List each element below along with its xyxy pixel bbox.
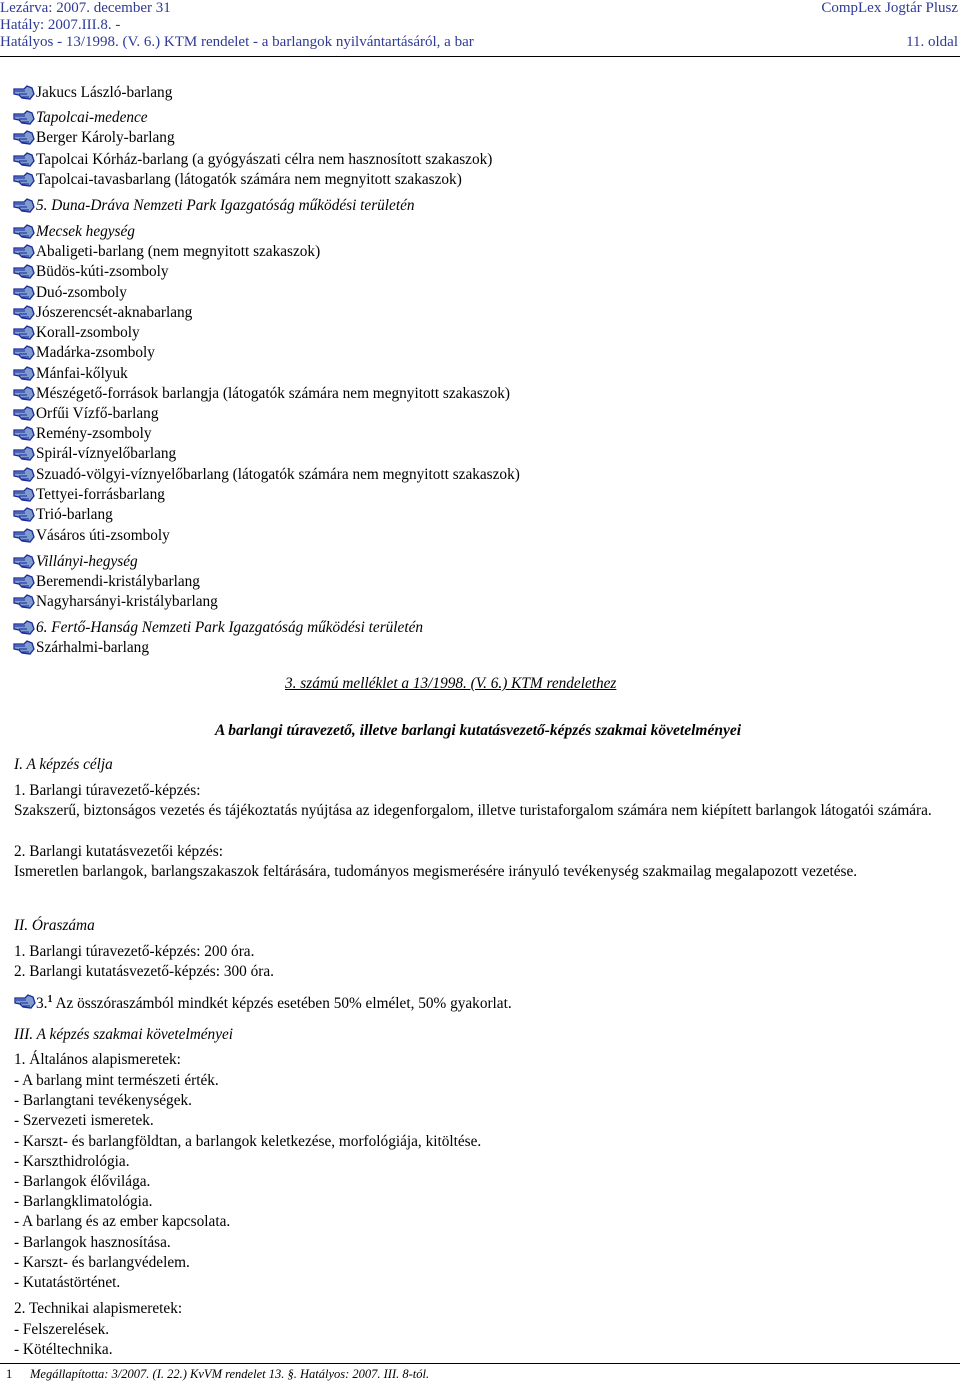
link-pointer-icon[interactable] bbox=[13, 620, 35, 636]
list-item: - Barlangtani tevékenységek. bbox=[14, 1092, 192, 1110]
section-3-heading: III. A képzés szakmai követelményei bbox=[14, 1026, 234, 1043]
cave-list-item: Trió-barlang bbox=[36, 506, 113, 523]
annex-reference[interactable]: 3. számú melléklet a 13/1998. (V. 6.) KTM rendelethez bbox=[285, 675, 617, 692]
list-item: - Barlangok élővilága. bbox=[14, 1173, 151, 1190]
header-document-title: Hatályos - 13/1998. (V. 6.) KTM rendelet - a barlangok nyilvántartásáról, a bar bbox=[0, 34, 474, 50]
cave-list-item: Vásáros úti-zsomboly bbox=[36, 527, 170, 544]
footer-rule bbox=[0, 1363, 960, 1364]
link-pointer-icon[interactable] bbox=[13, 345, 35, 361]
cave-list-item: Remény-zsomboly bbox=[36, 425, 152, 442]
link-pointer-icon[interactable] bbox=[13, 386, 35, 402]
header-rule bbox=[0, 56, 960, 57]
cave-list-item: Jószerencsét-aknabarlang bbox=[36, 304, 193, 321]
list-item: - A barlang mint természeti érték. bbox=[14, 1072, 219, 1089]
link-pointer-icon[interactable] bbox=[13, 224, 35, 240]
cave-list-item: Berger Károly-barlang bbox=[36, 129, 175, 146]
link-pointer-icon[interactable] bbox=[13, 487, 35, 503]
cave-list-item: Szárhalmi-barlang bbox=[36, 639, 149, 656]
link-pointer-icon[interactable] bbox=[13, 152, 35, 168]
cave-list-item: Madárka-zsomboly bbox=[36, 344, 155, 361]
link-pointer-icon[interactable] bbox=[13, 507, 35, 523]
section-2-heading: II. Óraszáma bbox=[14, 917, 95, 934]
cave-list-item: Mánfai-kőlyuk bbox=[36, 365, 128, 382]
cave-list-item: Korall-zsomboly bbox=[36, 324, 140, 341]
section-2-item-2: 2. Barlangi kutatásvezető-képzés: 300 óra. bbox=[14, 963, 274, 980]
cave-list-item: Spirál-víznyelőbarlang bbox=[36, 445, 177, 462]
link-pointer-icon[interactable] bbox=[13, 264, 35, 280]
cave-list-item: Büdös-kúti-zsomboly bbox=[36, 263, 169, 280]
cave-list-item: Tapolcai Kórház-barlang (a gyógyászati célra nem hasznosított szakaszok) bbox=[36, 151, 493, 168]
list-item: - Kutatástörténet. bbox=[14, 1274, 121, 1291]
list-item: - Karszthidrológia. bbox=[14, 1152, 130, 1170]
link-pointer-icon[interactable] bbox=[13, 85, 35, 101]
cave-list-item: Tettyei-forrásbarlang bbox=[36, 486, 165, 503]
header-page-number: 11. oldal bbox=[906, 34, 958, 50]
list-item: - Szervezeti ismeretek. bbox=[14, 1112, 154, 1130]
section-1-item-1-label: 1. Barlangi túravezető-képzés: bbox=[14, 782, 201, 799]
section-3-subheading-1: 1. Általános alapismeretek: bbox=[14, 1051, 181, 1068]
link-pointer-icon[interactable] bbox=[13, 198, 35, 214]
footnote-reference[interactable]: 1 bbox=[47, 994, 53, 1005]
link-pointer-icon[interactable] bbox=[13, 172, 35, 188]
link-pointer-icon[interactable] bbox=[13, 426, 35, 442]
link-pointer-icon[interactable] bbox=[13, 640, 35, 656]
link-pointer-icon[interactable] bbox=[13, 554, 35, 570]
link-pointer-icon[interactable] bbox=[14, 994, 36, 1010]
cave-list-item: 6. Fertő-Hanság Nemzeti Park Igazgatóság működési területén bbox=[36, 619, 424, 636]
cave-list-item: Tapolcai-tavasbarlang (látogatók számára nem megnyitott szakaszok) bbox=[36, 171, 462, 188]
footnote-number: 1 bbox=[6, 1367, 13, 1381]
annex-title: A barlangi túravezető, illetve barlangi kutatásvezető-képzés szakmai követelményei bbox=[214, 722, 742, 739]
link-pointer-icon[interactable] bbox=[13, 406, 35, 422]
link-pointer-icon[interactable] bbox=[13, 446, 35, 462]
list-item: - Karszt- és barlangföldtan, a barlangok keletkezése, morfológiája, kitöltése. bbox=[14, 1132, 482, 1150]
cave-list-item: Mecsek hegység bbox=[36, 223, 135, 240]
header-effective-from: Hatály: 2007.III.8. - bbox=[0, 17, 121, 33]
link-pointer-icon[interactable] bbox=[13, 244, 35, 260]
cave-list-item: Beremendi-kristálybarlang bbox=[36, 573, 200, 590]
link-pointer-icon[interactable] bbox=[13, 325, 35, 341]
link-pointer-icon[interactable] bbox=[13, 528, 35, 544]
list-item: - Karszt- és barlangvédelem. bbox=[14, 1253, 190, 1271]
list-item: - Kötéltechnika. bbox=[14, 1341, 113, 1358]
cave-list-item: Tapolcai-medence bbox=[36, 109, 148, 126]
footnote bbox=[0, 1367, 960, 1382]
cave-list-item: Orfűi Vízfő-barlang bbox=[36, 405, 159, 422]
cave-list-item: Nagyharsányi-kristálybarlang bbox=[36, 593, 218, 610]
section-1-item-1-text: Szakszerű, biztonságos vezetés és tájékoztatás nyújtása az idegenforgalom, illetve turistaforgalom számára nem kiépített barlangok látogatói számára. bbox=[14, 802, 932, 819]
cave-list-item: Duó-zsomboly bbox=[36, 284, 127, 301]
footnote-text: Megállapította: 3/2007. (I. 22.) KvVM rendelet 13. §. Hatályos: 2007. III. 8-tól. bbox=[30, 1367, 430, 1381]
section-2-item-1: 1. Barlangi túravezető-képzés: 200 óra. bbox=[14, 943, 255, 960]
link-pointer-icon[interactable] bbox=[13, 305, 35, 321]
link-pointer-icon[interactable] bbox=[13, 110, 35, 126]
link-pointer-icon[interactable] bbox=[13, 594, 35, 610]
cave-list-item: Jakucs László-barlang bbox=[36, 84, 173, 101]
link-pointer-icon[interactable] bbox=[13, 467, 35, 483]
header-product-name: CompLex Jogtár Plusz bbox=[821, 0, 958, 16]
cave-list-item: Villányi-hegység bbox=[36, 553, 138, 570]
list-item: - Barlangklimatológia. bbox=[14, 1193, 153, 1211]
cave-list-item: Abaligeti-barlang (nem megnyitott szakaszok) bbox=[36, 243, 321, 260]
link-pointer-icon[interactable] bbox=[13, 130, 35, 146]
cave-list-item: Mészégető-források barlangja (látogatók számára nem megnyitott szakaszok) bbox=[36, 385, 511, 402]
section-1-heading: I. A képzés célja bbox=[14, 756, 113, 773]
link-pointer-icon[interactable] bbox=[13, 285, 35, 301]
section-1-item-2-text: Ismeretlen barlangok, barlangszakaszok feltárására, tudományos megismerésére irányuló tevékenység szakmailag megalapozott vezetése. bbox=[14, 863, 858, 880]
list-item: - Felszerelések. bbox=[14, 1321, 110, 1338]
section-3-subheading-2: 2. Technikai alapismeretek: bbox=[14, 1300, 183, 1317]
section-1-item-2-label: 2. Barlangi kutatásvezetői képzés: bbox=[14, 843, 223, 860]
section-2-item-3-number: 3. bbox=[36, 995, 48, 1012]
list-item: - A barlang és az ember kapcsolata. bbox=[14, 1213, 231, 1231]
section-2-item-3 bbox=[14, 990, 512, 1014]
cave-list-item: 5. Duna-Dráva Nemzeti Park Igazgatóság működési területén bbox=[36, 197, 415, 214]
link-pointer-icon[interactable] bbox=[13, 574, 35, 590]
page-header bbox=[0, 0, 960, 52]
header-closed-date: Lezárva: 2007. december 31 bbox=[0, 0, 171, 16]
section-2-item-3-text: Az összóraszámból mindkét képzés esetében 50% elmélet, 50% gyakorlat. bbox=[55, 995, 512, 1012]
list-item: - Barlangok hasznosítása. bbox=[14, 1233, 171, 1251]
link-pointer-icon[interactable] bbox=[13, 366, 35, 382]
cave-list-item: Szuadó-völgyi-víznyelőbarlang (látogatók számára nem megnyitott szakaszok) bbox=[36, 466, 520, 483]
